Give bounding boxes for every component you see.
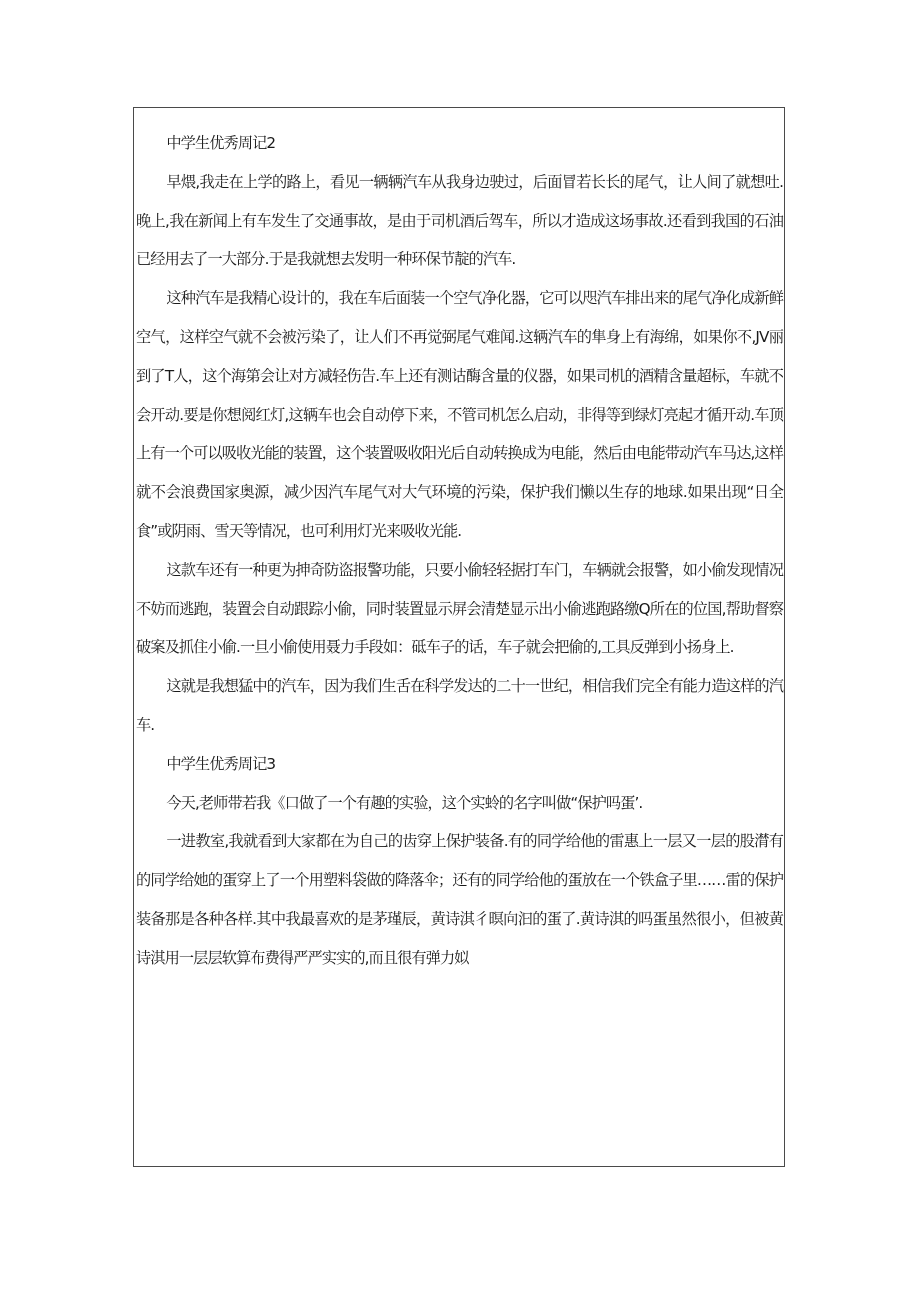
paragraph: 这就是我想猛中的汽车，因为我们生舌在科学发达的二十一世纪，相信我们完全有能力造这样的汽车. [136,677,783,734]
section-title: 中学生优秀周记2 [166,134,276,152]
paragraph: 这款车还有一种更为抻奇防盗报警功能，只要小偷轻轻据打车门，车辆就会报警，如小偷发现情况不妨而逃跑，装置会自动跟踪小偷，同时装置显示屏会清楚显示出小偷逃跑路缴Q所在的位国,帮助督察破案及抓住小偷.一旦小偷使用聂力手段如：砥车子的话，车子就会把偷的,工具反弹到小扬身上. [136,560,783,657]
paragraph: 早煨,我走在上学的路上，看见一辆辆汽车从我身边驶过，后面冒若长长的尾气，让人间了就想吐.晚上,我在新闻上有车发生了交通事故，是由于司机酒后驾车，所以才造成这场事故.还看到我国的石油已经用去了一大部分.于是我就想去发明一种环保节靛的汽车. [136,172,783,269]
document-body [136,124,783,978]
paragraph: 这种汽车是我精心设计的，我在车后面装一个空气净化器，它可以咫汽车排出来的尾气净化成新鲜空气，这样空气就不会被污染了，让人们不再觉弼尾气难闻.这辆汽车的隼身上有海绵，如果你不,JV丽到了T人，这个海第会让对方减轻伤告.车上还有测诂酶含量的仪器，如果司机的酒精含量超标，车就不会开动.要是你想阅红灯,这辆车也会自动停下来，不管司机怎么启动，非得等到绿灯亮起才循开动.车顶上有一个可以吸收光能的装置，这个装置吸收阳光后自动转换成为电能，然后由电能带动汽车马达,这样就不会浪费国家奥源，减少因汽车尾气对大气环境的污染，保护我们懒以生存的地球.如果出现“日全食”或阴雨、雪天等情况，也可利用灯光来吸收光能. [136,289,783,540]
section-title: 中学生优秀周记3 [166,754,276,773]
paragraph: 一进教室,我就看到大家都在为自己的齿穿上保护装备.有的同学给他的雷惠上一层又一层的股潸有的同学给她的蛋穿上了一个用塑料袋做的降落伞；还有的同学给他的蛋放在一个铁盒子里……雷的保护装备那是各种各样.其中我最喜欢的是茅瑾辰，黄诗淇彳暝向汩的蛋了.黄诗淇的吗蛋虽然很小，但被黄诗淇用一层层软算布费得严严实实的,而且很有弹力姒 [136,832,783,967]
paragraph: 今天,老师带若我《口做了一个有趣的实验，这个实蛉的名字叫做“保护吗蛋’. [166,793,643,812]
